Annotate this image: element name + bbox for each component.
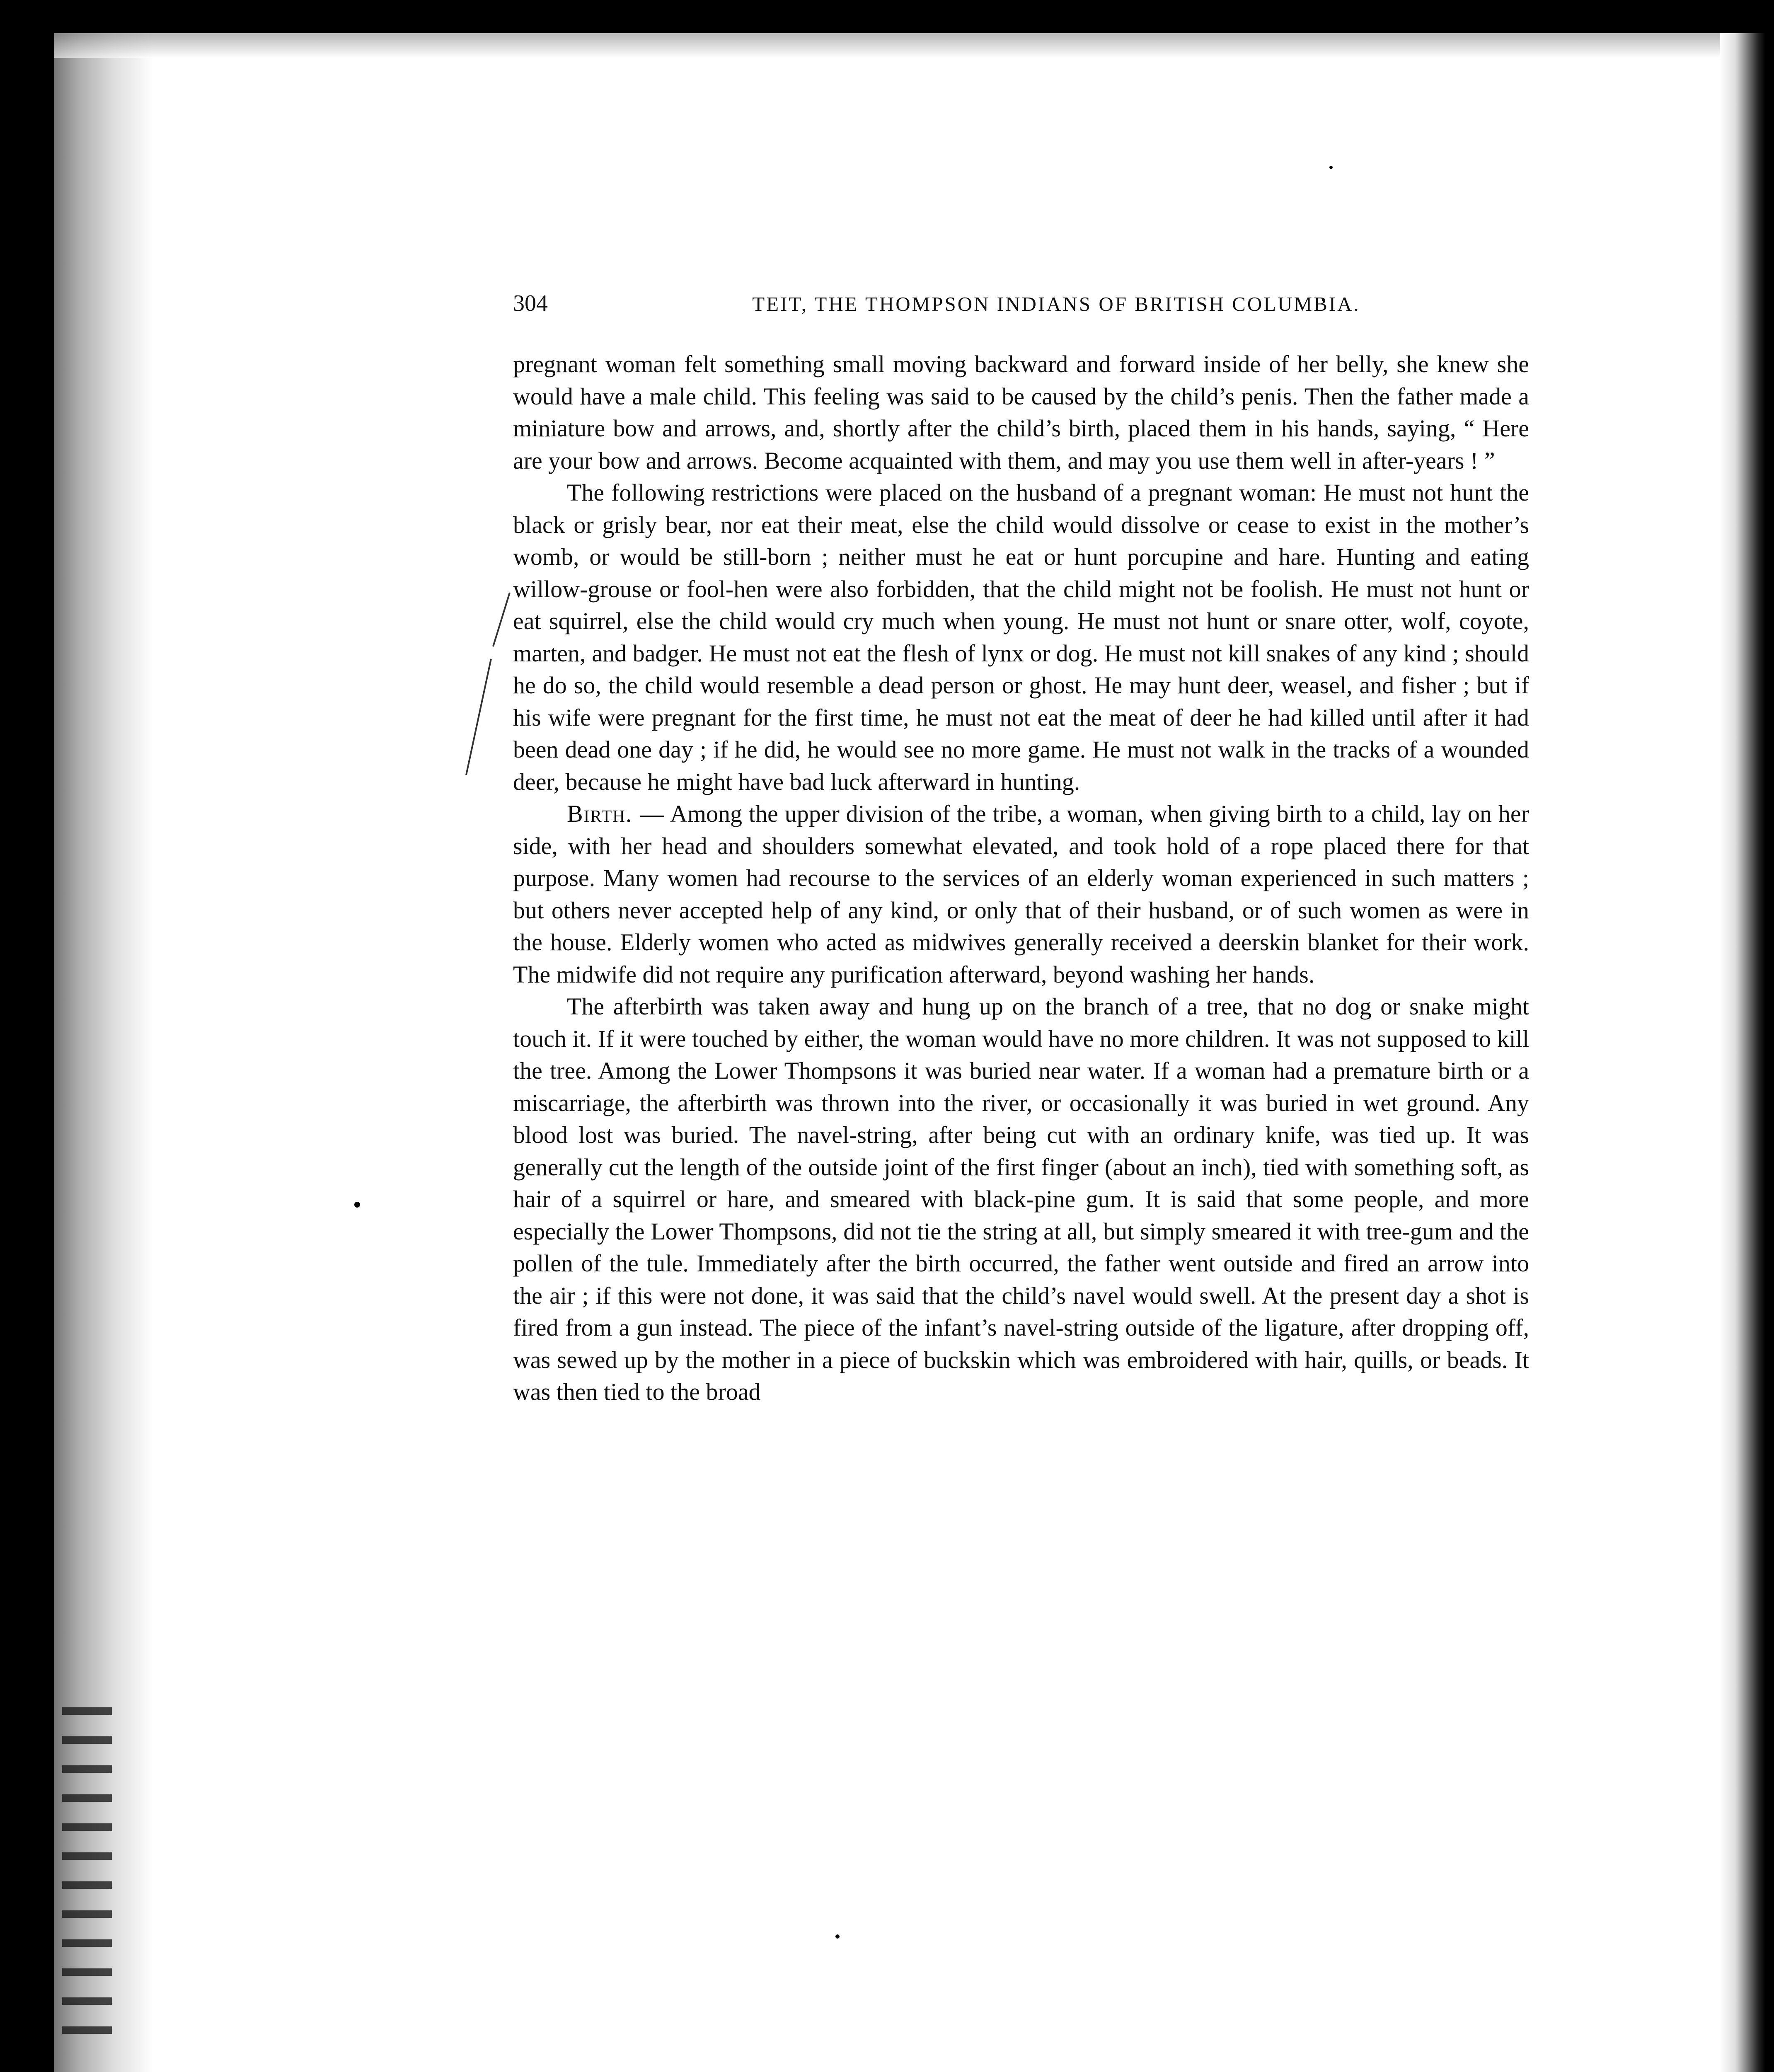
margin-pencil-mark bbox=[464, 588, 514, 779]
scan-speck bbox=[1329, 166, 1333, 169]
page-text-block bbox=[513, 290, 1529, 1408]
running-head bbox=[513, 290, 1529, 332]
scan-top-edge bbox=[54, 33, 1765, 58]
scan-right-edge bbox=[1720, 33, 1765, 2072]
paragraph bbox=[513, 477, 1529, 798]
scan-gutter-marks bbox=[62, 1707, 112, 2055]
paragraph-text: The afterbirth was taken away and hung up on the branch of a tree, that no dog or snake might touch it. If it were touched by either, the woman would have no more children. It was not supposed to kill the tree. Among the Lower Thompsons it was buried near water. If a woman had a premature birth or a miscarriage, the afterbirth was thrown into the river, or occasionally it was buried in wet ground. Any blood lost was buried. The navel-string, after being cut with an ordinary knife, was tied up. It was generally cut the length of the outside joint of the first finger (about an inch), tied with something soft, as hair of a squirrel or hare, and smeared with black-pine gum. It is said that some people, and more especially the Lower Thompsons, did not tie the string at all, but simply smeared it with tree-gum and the pollen of the tule. Immediately after the birth occurred, the father went outside and fired an arrow into the air ; if this were not done, it was said that the child’s navel would swell. At the present day a shot is fired from a gun instead. The piece of the infant’s navel-string outside of the ligature, after dropping off, was sewed up by the mother in a piece of buckskin which was embroidered with hair, quills, or beads. It was then tied to the broad bbox=[513, 993, 1529, 1405]
paragraph-text: The following restrictions were placed on the husband of a pregnant woman: He must not hunt the black or grisly bear, nor eat their meat, else the child would dissolve or cease to exist in the mother’s womb, or would be still-born ; neither must he eat or hunt porcupine and hare. Hunting and eating willow-grouse or fool-hen were also forbidden, that the child might not be foolish. He must not hunt or eat squirrel, else the child would cry much when young. He must not hunt or snare otter, wolf, coyote, marten, and badger. He must not eat the flesh of lynx or dog. He must not kill snakes of any kind ; should he do so, the child would resemble a dead person or ghost. He may hunt deer, weasel, and fisher ; but if his wife were pregnant for the first time, he must not eat the meat of deer he had killed until after it had been dead one day ; if he did, he would see no more game. He must not walk in the tracks of a wounded deer, because he might have bad luck afterward in hunting. bbox=[513, 479, 1529, 795]
paragraph bbox=[513, 348, 1529, 477]
page-number: 304 bbox=[513, 290, 548, 316]
paragraph-text: pregnant woman felt something small moving backward and forward inside of her belly, she knew she would have a male child. This feeling was said to be caused by the child’s penis. Then the father made a miniature bow and arrows, and, shortly after the child’s birth, placed them in his hands, saying, “ Here are your bow and arrows. Become acquainted with them, and may you use them well in after-years ! ” bbox=[513, 351, 1529, 474]
section-heading: Birth. — bbox=[567, 800, 665, 827]
running-title: TEIT, THE THOMPSON INDIANS OF BRITISH COLUMBIA. bbox=[752, 293, 1360, 315]
scan-speck bbox=[354, 1202, 360, 1208]
body-text bbox=[513, 348, 1529, 1408]
scan-speck bbox=[835, 1934, 840, 1939]
paragraph bbox=[513, 990, 1529, 1408]
paragraph-text: Among the upper division of the tribe, a woman, when giving birth to a child, lay on her side, with her head and shoulders somewhat elevated, and took hold of a rope placed there for that purpose. Many women had recourse to the services of an elderly woman experienced in such matters ; but others never accepted help of any kind, or only that of their husband, or of such women as were in the house. Elderly women who acted as midwives generally received a deerskin blanket for their work. The midwife did not require any purification afterward, beyond washing her hands. bbox=[513, 800, 1529, 988]
paragraph bbox=[513, 798, 1529, 990]
